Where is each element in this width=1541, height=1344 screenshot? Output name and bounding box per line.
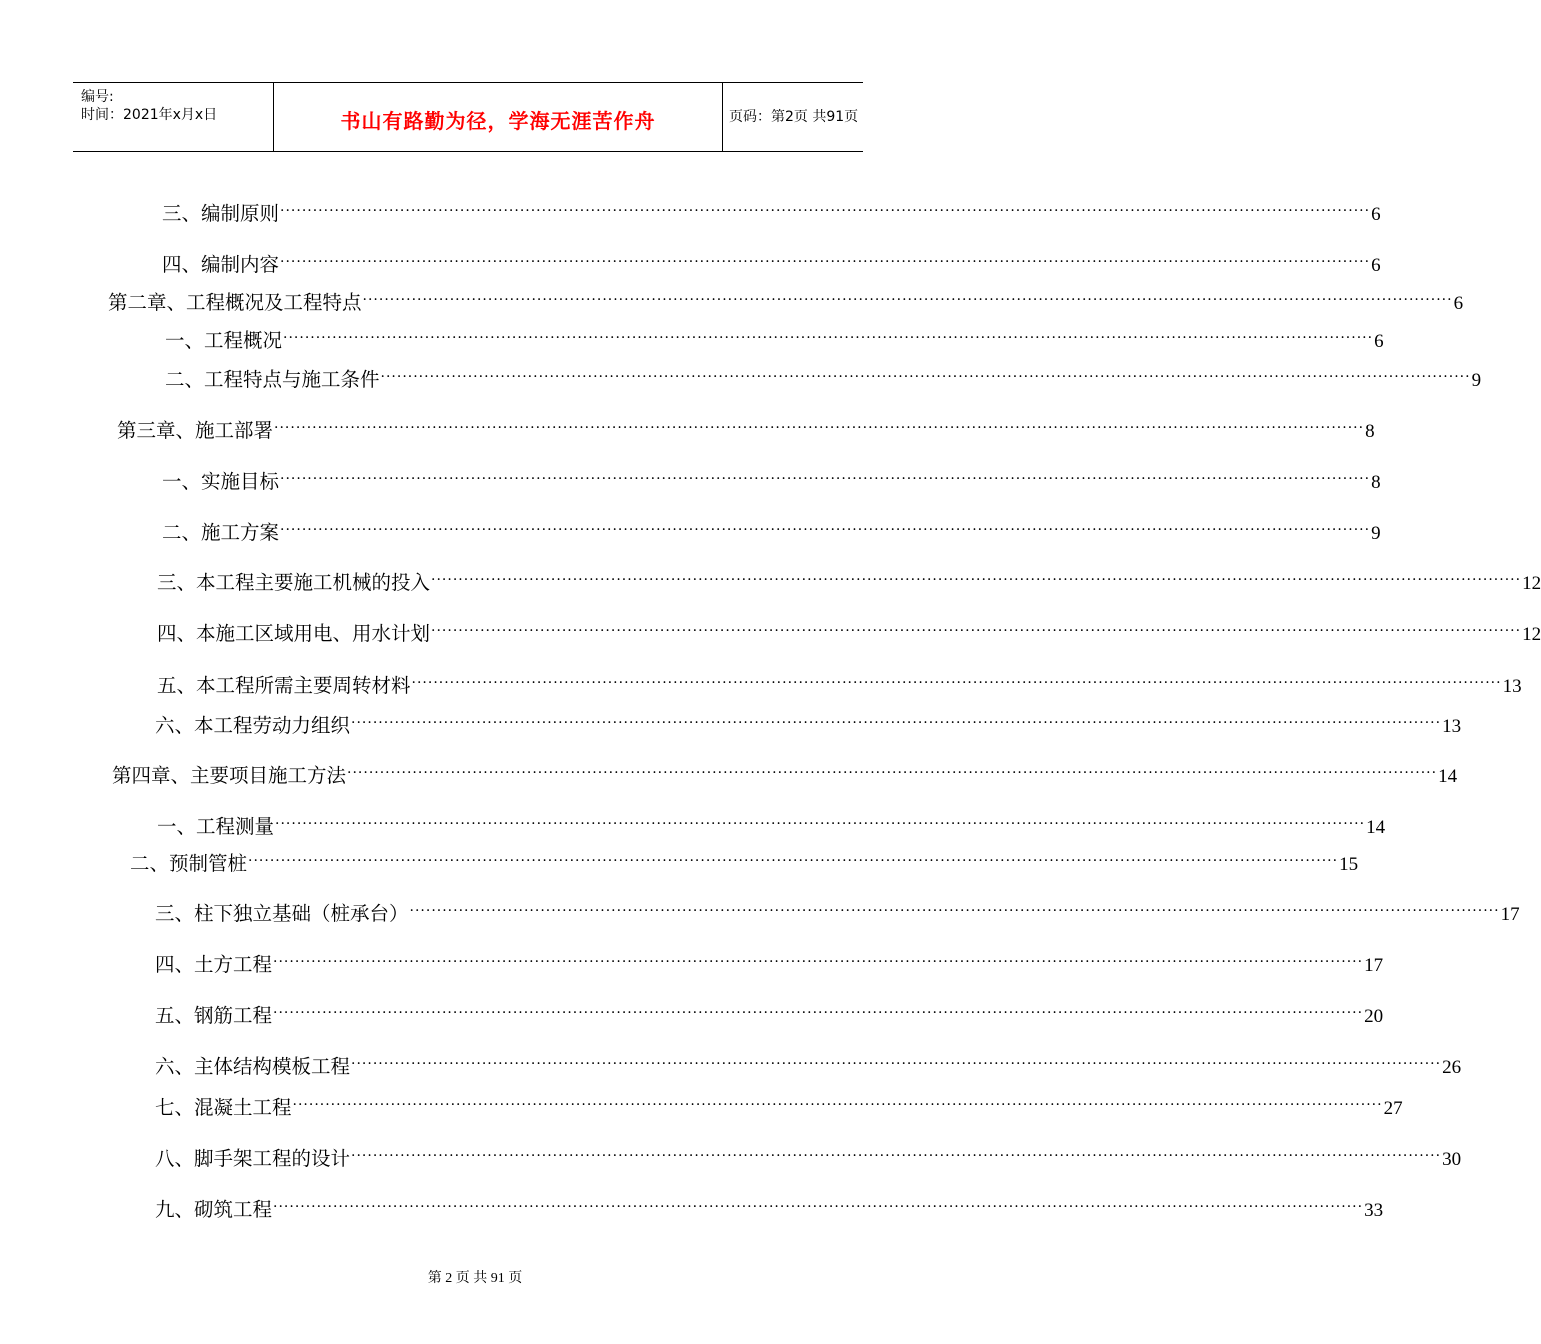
- toc-entry-page: 8: [1371, 472, 1381, 493]
- toc-entry-page: 17: [1500, 904, 1520, 925]
- toc-dot-leader: ········································································································································································································: [283, 330, 1374, 346]
- toc-dot-leader: ········································································································································································································: [431, 623, 1522, 639]
- page-footer: 第 2 页 共 91 页: [427, 1271, 523, 1286]
- toc-dot-leader: ········································································································································································································: [273, 1005, 1364, 1021]
- toc-entry-title: 二、预制管桩: [130, 852, 248, 875]
- toc-entry-title: 三、柱下独立基础（桩承台）: [155, 902, 409, 925]
- toc-entry[interactable]: [162, 198, 1381, 228]
- toc-entry-title: 第三章、施工部署: [117, 419, 274, 442]
- toc-entry-page: 6: [1374, 331, 1384, 352]
- toc-dot-leader: ········································································································································································································: [351, 715, 1442, 731]
- toc-entry-title: 一、工程测量: [157, 815, 275, 838]
- header-right-cell: [721, 83, 863, 151]
- toc-entry[interactable]: [162, 249, 1381, 279]
- toc-entry-title: 四、土方工程: [155, 953, 273, 976]
- toc-entry[interactable]: [155, 898, 1520, 928]
- page-header: [73, 82, 863, 152]
- toc-entry-page: 6: [1371, 255, 1381, 276]
- toc-dot-leader: ········································································································································································································: [273, 954, 1364, 970]
- toc-entry[interactable]: [162, 517, 1381, 547]
- toc-dot-leader: ········································································································································································································: [280, 254, 1371, 270]
- toc-entry-page: 8: [1365, 421, 1375, 442]
- toc-dot-leader: ········································································································································································································: [380, 369, 1471, 385]
- toc-entry[interactable]: [155, 1194, 1384, 1224]
- toc-entry-title: 六、主体结构模板工程: [155, 1055, 351, 1078]
- toc-entry-page: 26: [1442, 1057, 1462, 1078]
- toc-entry-title: 五、本工程所需主要周转材料: [157, 674, 411, 697]
- toc-entry-page: 6: [1453, 293, 1464, 314]
- toc-entry[interactable]: [157, 567, 1541, 597]
- toc-entry-title: 一、工程概况: [165, 329, 283, 352]
- toc-entry-page: 30: [1442, 1149, 1462, 1170]
- toc-entry-title: 一、实施目标: [162, 470, 280, 493]
- toc-dot-leader: ········································································································································································································: [351, 1056, 1442, 1072]
- serial-number-label: 编号:: [81, 89, 114, 105]
- toc-entry[interactable]: [155, 1143, 1462, 1173]
- toc-dot-leader: ········································································································································································································: [274, 420, 1365, 436]
- toc-dot-leader: ········································································································································································································: [411, 675, 1502, 691]
- toc-entry[interactable]: [162, 466, 1381, 496]
- toc-entry-title: 第四章、主要项目施工方法: [112, 764, 347, 787]
- header-left-cell: [73, 83, 273, 151]
- toc-entry-title: 三、本工程主要施工机械的投入: [157, 571, 431, 594]
- page-number-info: 页码：第2页 共91页: [729, 109, 859, 125]
- toc-entry[interactable]: [157, 670, 1522, 700]
- toc-entry-page: 15: [1339, 854, 1359, 875]
- toc-entry[interactable]: [130, 848, 1359, 878]
- toc-dot-leader: ········································································································································································································: [351, 1148, 1442, 1164]
- toc-entry-page: 14: [1438, 766, 1458, 787]
- toc-dot-leader: ········································································································································································································: [280, 203, 1371, 219]
- toc-dot-leader: ········································································································································································································: [280, 522, 1371, 538]
- toc-entry-title: 四、本施工区域用电、用水计划: [157, 622, 431, 645]
- toc-entry-page: 9: [1471, 370, 1482, 391]
- toc-dot-leader: ········································································································································································································: [273, 1199, 1364, 1215]
- toc-entry[interactable]: [112, 760, 1458, 790]
- toc-dot-leader: ········································································································································································································: [248, 853, 1339, 869]
- toc-entry-title: 四、编制内容: [162, 253, 280, 276]
- toc-entry-page: 12: [1522, 624, 1541, 645]
- toc-dot-leader: ········································································································································································································: [362, 292, 1453, 308]
- toc-entry[interactable]: [108, 287, 1464, 317]
- toc-entry[interactable]: [155, 1000, 1384, 1030]
- toc-entry-title: 二、工程特点与施工条件: [165, 368, 380, 391]
- toc-entry[interactable]: [157, 811, 1386, 841]
- toc-entry[interactable]: [165, 364, 1482, 394]
- toc-entry[interactable]: [155, 710, 1462, 740]
- toc-entry-title: 九、砌筑工程: [155, 1198, 273, 1221]
- toc-dot-leader: ········································································································································································································: [409, 903, 1500, 919]
- toc-entry[interactable]: [155, 1092, 1403, 1122]
- toc-dot-leader: ········································································································································································································: [280, 471, 1371, 487]
- toc-entry-page: 27: [1383, 1098, 1403, 1119]
- toc-dot-leader: ········································································································································································································: [431, 572, 1522, 588]
- toc-entry-page: 6: [1371, 204, 1381, 225]
- toc-entry-title: 六、本工程劳动力组织: [155, 714, 351, 737]
- toc-entry[interactable]: [165, 325, 1384, 355]
- toc-entry[interactable]: [117, 415, 1375, 445]
- toc-entry-title: 三、编制原则: [162, 202, 280, 225]
- toc-entry-page: 20: [1364, 1006, 1384, 1027]
- toc-entry[interactable]: [155, 1051, 1462, 1081]
- toc-entry-title: 八、脚手架工程的设计: [155, 1147, 351, 1170]
- toc-entry-title: 二、施工方案: [162, 521, 280, 544]
- toc-entry-page: 12: [1522, 573, 1541, 594]
- toc-dot-leader: ········································································································································································································: [347, 765, 1438, 781]
- toc-entry-page: 9: [1371, 523, 1381, 544]
- toc-entry-page: 13: [1442, 716, 1462, 737]
- toc-entry[interactable]: [155, 949, 1384, 979]
- date-label: 时间：2021年x月x日: [81, 107, 218, 123]
- header-center-cell: [273, 83, 723, 151]
- toc-dot-leader: ········································································································································································································: [275, 816, 1366, 832]
- toc-entry-title: 五、钢筋工程: [155, 1004, 273, 1027]
- header-motto: 书山有路勤为径，学海无涯苦作舟: [340, 109, 656, 133]
- toc-entry-page: 33: [1364, 1200, 1384, 1221]
- toc-dot-leader: ········································································································································································································: [292, 1097, 1383, 1113]
- toc-entry[interactable]: [157, 618, 1541, 648]
- toc-entry-page: 17: [1364, 955, 1384, 976]
- toc-entry-page: 13: [1502, 676, 1522, 697]
- toc-entry-title: 第二章、工程概况及工程特点: [108, 291, 362, 314]
- toc-entry-title: 七、混凝土工程: [155, 1096, 292, 1119]
- toc-entry-page: 14: [1366, 817, 1386, 838]
